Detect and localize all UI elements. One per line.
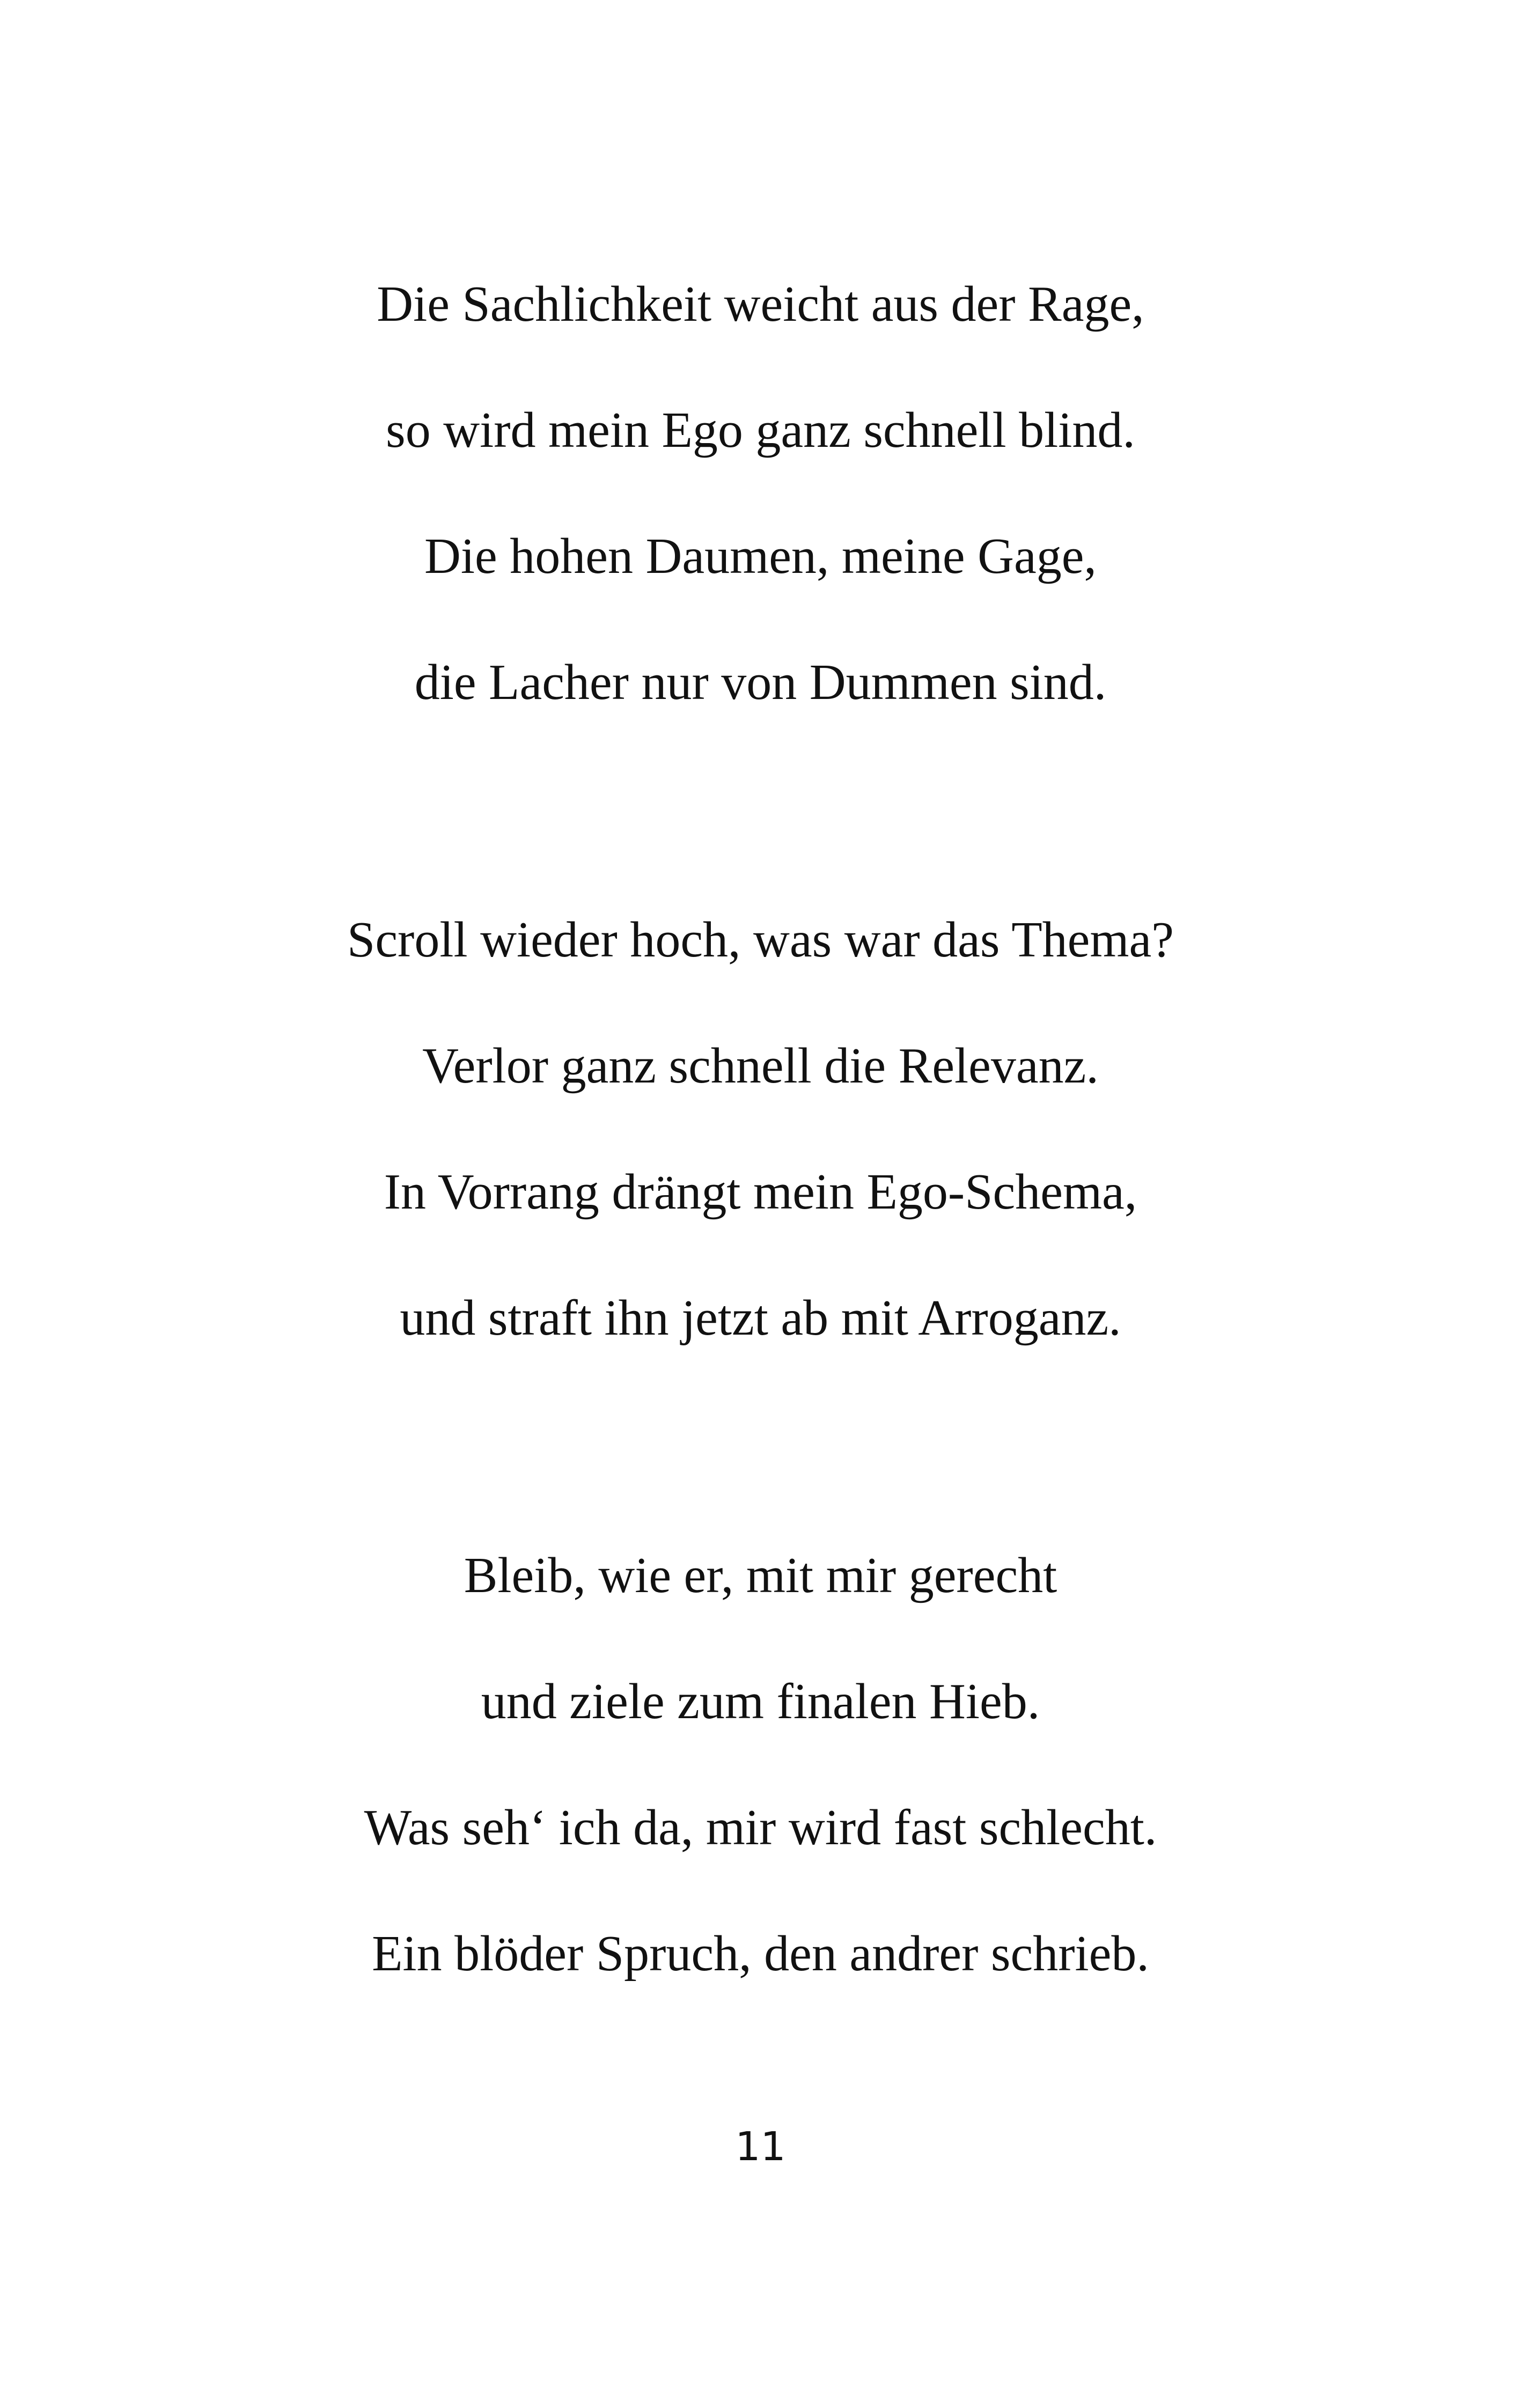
poem-line: und ziele zum finalen Hieb.: [481, 1674, 1040, 1729]
poem-line: Scroll wieder hoch, was war das Thema?: [347, 912, 1174, 968]
poem-line: Was seh‘ ich da, mir wird fast schlecht.: [364, 1800, 1157, 1855]
poem-line: Ein blöder Spruch, den andrer schrieb.: [372, 1926, 1149, 1982]
page-number: 11: [735, 2124, 786, 2170]
poem-line: so wird mein Ego ganz schnell blind.: [386, 402, 1135, 458]
poem-line: Die hohen Daumen, meine Gage,: [424, 528, 1097, 584]
poem-line: Die Sachlichkeit weicht aus der Rage,: [377, 276, 1144, 332]
poem-line: die Lacher nur von Dummen sind.: [414, 654, 1107, 710]
poem-line: In Vorrang drängt mein Ego-Schema,: [384, 1164, 1137, 1220]
poem-line: Verlor ganz schnell die Relevanz.: [422, 1038, 1099, 1094]
poem-line: und straft ihn jetzt ab mit Arroganz.: [400, 1290, 1121, 1346]
poem-line: Bleib, wie er, mit mir gerecht: [464, 1548, 1057, 1603]
